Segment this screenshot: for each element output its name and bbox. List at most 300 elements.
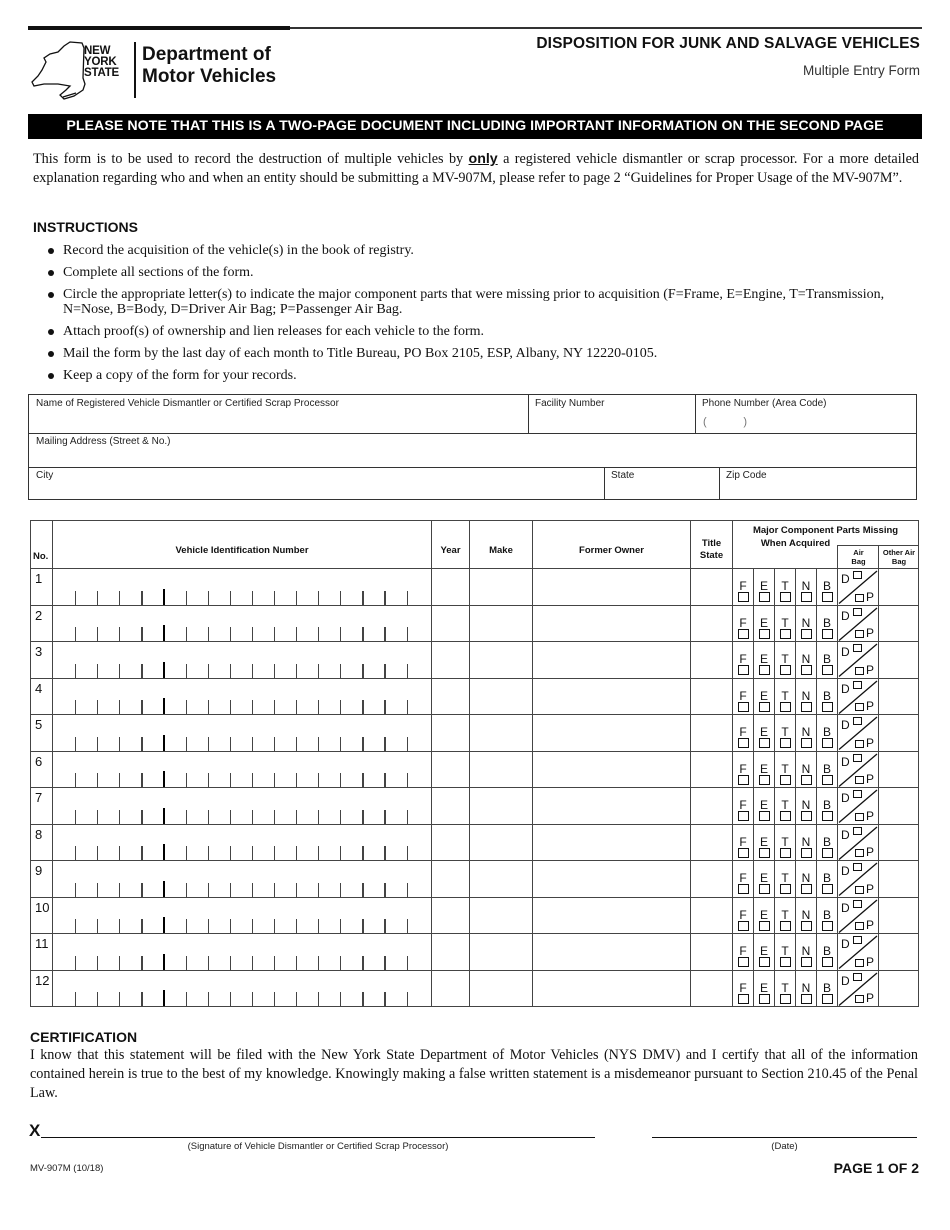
part-checkbox[interactable] [738,884,749,894]
passenger-air-bag-checkbox[interactable] [855,995,864,1003]
part-checkbox[interactable] [759,884,770,894]
part-missing-cell [733,678,754,715]
other-air-bag-input[interactable] [881,721,916,743]
year-input[interactable] [434,721,467,743]
passenger-air-bag-checkbox[interactable] [855,594,864,602]
vehicle-row [31,824,919,861]
year-cell [432,970,470,1007]
title-state-input[interactable] [693,867,730,889]
part-missing-cell [733,605,754,642]
part-missing-cell [796,934,817,971]
title-state-cell [691,934,733,971]
other-air-bag-cell [879,751,919,788]
intro-text: This form is to be used to record the destruction of multiple vehicles by [33,151,469,167]
other-air-bag-input[interactable] [881,685,916,707]
part-checkbox[interactable] [738,738,749,748]
other-air-bag-input[interactable] [881,831,916,853]
part-letter: B [822,579,831,593]
part-missing-cell [796,897,817,934]
year-input[interactable] [434,758,467,780]
part-checkbox[interactable] [780,994,791,1004]
passenger-air-bag-checkbox[interactable] [855,630,864,638]
year-cell [432,715,470,752]
part-checkbox[interactable] [822,848,833,858]
passenger-air-bag-checkbox[interactable] [855,813,864,821]
passenger-air-bag-letter: P [865,589,874,604]
part-missing-cell [775,642,796,679]
vin-cell [53,642,432,679]
make-cell [470,861,533,898]
part-checkbox[interactable] [780,884,791,894]
driver-air-bag-checkbox[interactable] [853,717,862,725]
part-checkbox[interactable] [780,957,791,967]
name-field-cell [29,395,528,433]
part-letter: N [801,725,811,739]
other-air-bag-input[interactable] [881,794,916,816]
vin-input[interactable] [55,758,429,780]
mailing-address-input[interactable] [35,448,910,464]
part-missing-cell [817,824,838,861]
part-missing-cell [754,751,775,788]
former-owner-input[interactable] [535,940,688,962]
part-checkbox[interactable] [822,702,833,712]
part-checkbox[interactable] [801,811,812,821]
certification-text: I know that this statement will be filed with the New York State Department of Motor Vehicles (NYS DMV) and I certify that all of the information contained herein is true to the best of my knowledge. Knowingly making a false written statement is a misdemeanor pursuant to Section 210.45 of the Penal Law. [30,1047,918,1101]
row-number: 10 [31,897,53,934]
part-letter: T [781,688,789,703]
air-bag-cell [838,715,879,752]
title-state-input[interactable] [693,758,730,780]
part-checkbox[interactable] [801,957,812,967]
part-letter: E [759,980,768,995]
passenger-air-bag-letter: P [865,954,874,969]
title-state-cell [691,642,733,679]
former-owner-input[interactable] [535,612,688,634]
make-cell [470,605,533,642]
phone-number-label: Phone Number (Area Code) [702,398,827,409]
vin-cell [53,569,432,606]
make-input[interactable] [472,794,530,816]
driver-air-bag-checkbox[interactable] [853,681,862,689]
other-air-bag-input[interactable] [881,612,916,634]
part-checkbox[interactable] [822,592,833,602]
row-number: 7 [31,788,53,825]
part-missing-cell [775,678,796,715]
part-checkbox[interactable] [780,738,791,748]
part-checkbox[interactable] [759,921,770,931]
former-owner-cell [533,569,691,606]
year-input[interactable] [434,685,467,707]
air-bag-cell [838,605,879,642]
part-checkbox[interactable] [759,629,770,639]
other-air-bag-input[interactable] [881,867,916,889]
state-label: State [611,470,635,481]
name-field-label: Name of Registered Vehicle Dismantler or Certified Scrap Processor [36,398,339,409]
make-input[interactable] [472,977,530,999]
driver-air-bag-checkbox[interactable] [853,754,862,762]
vin-input[interactable] [55,575,429,597]
part-checkbox[interactable] [822,957,833,967]
title-state-input[interactable] [693,977,730,999]
other-air-bag-input[interactable] [881,758,916,780]
part-checkbox[interactable] [738,665,749,675]
make-input[interactable] [472,758,530,780]
part-missing-cell [733,861,754,898]
title-state-input[interactable] [693,612,730,634]
part-checkbox[interactable] [780,629,791,639]
passenger-air-bag-letter: P [865,845,874,859]
address-field-cell [29,433,916,467]
driver-air-bag-checkbox[interactable] [853,790,862,798]
year-input[interactable] [434,794,467,816]
driver-air-bag-checkbox[interactable] [853,608,862,616]
instructions-heading: INSTRUCTIONS [33,219,138,235]
part-checkbox[interactable] [801,592,812,602]
part-checkbox[interactable] [801,629,812,639]
driver-air-bag-checkbox[interactable] [853,644,862,652]
driver-air-bag-letter: D [841,754,850,769]
vin-input[interactable] [55,977,429,999]
other-air-bag-cell [879,678,919,715]
header-vin-label: Vehicle Identification Number [175,545,309,556]
other-air-bag-input[interactable] [881,940,916,962]
make-input[interactable] [472,831,530,853]
part-checkbox[interactable] [738,702,749,712]
other-air-bag-input[interactable] [881,648,916,670]
intro-text: a registered vehicle dismantler or scrap processor. For a more detailed explanation regarding who and when an entity should be submitting a MV-907M, please refer to page 2 “Guidelines for Proper Usage of the MV-907M”. [33,151,919,186]
instruction-item: Keep a copy of the form for your records. [46,368,906,383]
driver-air-bag-letter: D [841,900,850,915]
part-checkbox[interactable] [801,848,812,858]
part-checkbox[interactable] [759,738,770,748]
header-other-air-bag-label: Other Air Bag [882,548,916,566]
city-input[interactable] [35,481,598,497]
former-owner-cell [533,861,691,898]
vin-input[interactable] [55,904,429,926]
two-page-notice-banner: PLEASE NOTE THAT THIS IS A TWO-PAGE DOCUMENT INCLUDING IMPORTANT INFORMATION ON THE SECOND PAGE [28,114,922,139]
make-cell [470,678,533,715]
part-checkbox[interactable] [780,775,791,785]
row-number: 12 [31,970,53,1007]
header-title-state [691,521,733,569]
part-missing-cell [775,824,796,861]
signature-x-mark: X [29,1121,41,1140]
part-letter: T [781,579,789,593]
year-cell [432,678,470,715]
part-checkbox[interactable] [738,994,749,1004]
make-input[interactable] [472,685,530,707]
air-bag-cell [838,751,879,788]
part-checkbox[interactable] [738,848,749,858]
part-checkbox[interactable] [780,848,791,858]
make-input[interactable] [472,940,530,962]
part-checkbox[interactable] [780,811,791,821]
part-missing-cell [733,970,754,1007]
passenger-air-bag-letter: P [865,918,874,932]
former-owner-cell [533,934,691,971]
signature-label: (Signature of Vehicle Dismantler or Certified Scrap Processor) [187,1141,449,1152]
make-cell [470,751,533,788]
part-checkbox[interactable] [738,811,749,821]
part-checkbox[interactable] [780,665,791,675]
part-checkbox[interactable] [738,957,749,967]
make-input[interactable] [472,867,530,889]
part-missing-cell [775,861,796,898]
date-label: (Date) [771,1141,798,1152]
part-checkbox[interactable] [759,848,770,858]
part-letter: F [739,579,747,593]
part-checkbox[interactable] [759,665,770,675]
header-rule [28,26,290,30]
part-checkbox[interactable] [801,702,812,712]
logo-dept-line: Department of [142,44,271,65]
part-letter: B [822,688,831,703]
part-missing-cell [754,861,775,898]
title-state-input[interactable] [693,685,730,707]
make-input[interactable] [472,612,530,634]
driver-air-bag-checkbox[interactable] [853,571,862,579]
part-checkbox[interactable] [780,702,791,712]
part-missing-cell [754,788,775,825]
part-missing-cell [817,715,838,752]
vin-input[interactable] [55,685,429,707]
former-owner-cell [533,678,691,715]
vehicle-row [31,788,919,825]
former-owner-cell [533,824,691,861]
former-owner-input[interactable] [535,648,688,670]
passenger-air-bag-checkbox[interactable] [855,886,864,894]
part-letter: F [739,725,747,739]
other-air-bag-input[interactable] [881,904,916,926]
driver-air-bag-checkbox[interactable] [853,863,862,871]
certification-heading: CERTIFICATION [30,1029,138,1045]
make-input[interactable] [472,904,530,926]
former-owner-input[interactable] [535,977,688,999]
facility-number-input[interactable] [534,414,689,430]
former-owner-input[interactable] [535,685,688,707]
title-state-input[interactable] [693,794,730,816]
part-checkbox[interactable] [822,629,833,639]
year-cell [432,569,470,606]
former-owner-input[interactable] [535,867,688,889]
passenger-air-bag-checkbox[interactable] [855,776,864,784]
part-missing-cell [754,569,775,606]
part-checkbox[interactable] [801,738,812,748]
vin-input[interactable] [55,648,429,670]
part-checkbox[interactable] [801,665,812,675]
title-state-input[interactable] [693,575,730,597]
header-title-state-label: Title State [699,537,724,561]
facility-field-cell [528,395,695,433]
other-air-bag-cell [879,897,919,934]
former-owner-input[interactable] [535,904,688,926]
year-input[interactable] [434,575,467,597]
part-checkbox[interactable] [759,957,770,967]
passenger-air-bag-checkbox[interactable] [855,849,864,857]
passenger-air-bag-checkbox[interactable] [855,703,864,711]
part-checkbox[interactable] [822,665,833,675]
part-checkbox[interactable] [801,775,812,785]
year-input[interactable] [434,940,467,962]
part-letter: F [739,907,747,922]
part-letter: T [781,907,789,922]
passenger-air-bag-checkbox[interactable] [855,922,864,930]
facility-number-label: Facility Number [535,398,605,409]
phone-field-cell [695,395,916,433]
city-label: City [36,470,54,481]
part-checkbox[interactable] [759,775,770,785]
vin-input[interactable] [55,831,429,853]
other-air-bag-cell [879,569,919,606]
year-cell [432,824,470,861]
date-line[interactable] [652,1137,917,1138]
passenger-air-bag-checkbox[interactable] [855,740,864,748]
year-input[interactable] [434,648,467,670]
vehicle-table-body [31,569,919,1007]
part-letter: B [822,980,831,995]
other-air-bag-input[interactable] [881,575,916,597]
title-state-input[interactable] [693,648,730,670]
former-owner-input[interactable] [535,758,688,780]
make-input[interactable] [472,721,530,743]
vin-input[interactable] [55,940,429,962]
page-number: PAGE 1 OF 2 [833,1160,919,1176]
mailing-address-label: Mailing Address (Street & No.) [36,436,171,447]
signature-line[interactable] [41,1137,595,1138]
year-input[interactable] [434,831,467,853]
former-owner-input[interactable] [535,575,688,597]
part-checkbox[interactable] [738,921,749,931]
instruction-item: Attach proof(s) of ownership and lien releases for each vehicle to the form. [46,324,906,339]
title-state-input[interactable] [693,831,730,853]
former-owner-input[interactable] [535,794,688,816]
vin-input[interactable] [55,721,429,743]
make-input[interactable] [472,575,530,597]
year-input[interactable] [434,977,467,999]
row-number: 1 [31,569,53,606]
part-checkbox[interactable] [759,811,770,821]
part-checkbox[interactable] [822,994,833,1004]
make-cell [470,642,533,679]
major-parts-line2: When Acquired [760,538,831,549]
row-number: 8 [31,824,53,861]
part-missing-cell [796,569,817,606]
part-checkbox[interactable] [738,775,749,785]
part-checkbox[interactable] [738,592,749,602]
year-input[interactable] [434,904,467,926]
part-letter: B [822,871,831,885]
logo-state-line: STATE [84,67,119,79]
part-letter: B [822,725,831,739]
part-missing-cell [817,934,838,971]
make-cell [470,788,533,825]
part-checkbox[interactable] [801,884,812,894]
part-missing-cell [775,788,796,825]
part-checkbox[interactable] [822,738,833,748]
part-missing-cell [733,897,754,934]
header-make-label: Make [489,545,513,556]
driver-air-bag-checkbox[interactable] [853,973,862,981]
other-air-bag-input[interactable] [881,977,916,999]
year-input[interactable] [434,612,467,634]
header-air-bag [837,545,879,569]
part-checkbox[interactable] [780,592,791,602]
vin-input[interactable] [55,794,429,816]
former-owner-cell [533,605,691,642]
part-missing-cell [775,897,796,934]
part-letter: N [801,980,811,995]
zip-code-input[interactable] [725,481,910,497]
vehicle-row [31,861,919,898]
part-missing-cell [796,861,817,898]
former-owner-input[interactable] [535,831,688,853]
title-state-input[interactable] [693,904,730,926]
document-subtitle: Multiple Entry Form [802,63,920,78]
phone-number-input[interactable] [701,414,910,430]
former-owner-input[interactable] [535,721,688,743]
part-checkbox[interactable] [759,592,770,602]
part-missing-cell [817,788,838,825]
part-letter: T [781,615,789,630]
vin-input[interactable] [55,867,429,889]
part-checkbox[interactable] [780,921,791,931]
part-checkbox[interactable] [759,702,770,712]
air-bag-cell [838,970,879,1007]
part-checkbox[interactable] [822,884,833,894]
dismantler-name-input[interactable] [35,414,522,430]
title-state-input[interactable] [693,940,730,962]
part-checkbox[interactable] [759,994,770,1004]
state-input[interactable] [610,481,713,497]
part-missing-cell [733,751,754,788]
intro-paragraph [33,150,919,188]
part-checkbox[interactable] [801,994,812,1004]
part-letter: B [822,907,831,922]
part-checkbox[interactable] [801,921,812,931]
title-state-cell [691,605,733,642]
part-checkbox[interactable] [822,921,833,931]
driver-air-bag-checkbox[interactable] [853,936,862,944]
part-checkbox[interactable] [738,629,749,639]
other-air-bag-cell [879,934,919,971]
driver-air-bag-letter: D [841,718,850,732]
part-letter: N [801,907,811,922]
driver-air-bag-checkbox[interactable] [853,900,862,908]
air-bag-cell [838,934,879,971]
other-air-bag-cell [879,824,919,861]
part-missing-cell [754,934,775,971]
vin-input[interactable] [55,612,429,634]
city-field-cell [29,467,604,500]
passenger-air-bag-checkbox[interactable] [855,667,864,675]
passenger-air-bag-checkbox[interactable] [855,959,864,967]
vehicle-row [31,605,919,642]
make-input[interactable] [472,648,530,670]
zip-field-cell [719,467,916,500]
part-missing-cell [817,970,838,1007]
part-missing-cell [775,569,796,606]
title-state-cell [691,715,733,752]
dismantler-info-box [28,394,917,500]
title-state-input[interactable] [693,721,730,743]
part-letter: F [739,688,747,703]
part-checkbox[interactable] [822,775,833,785]
vehicle-row [31,934,919,971]
part-checkbox[interactable] [822,811,833,821]
year-input[interactable] [434,867,467,889]
driver-air-bag-checkbox[interactable] [853,827,862,835]
vehicle-row [31,897,919,934]
